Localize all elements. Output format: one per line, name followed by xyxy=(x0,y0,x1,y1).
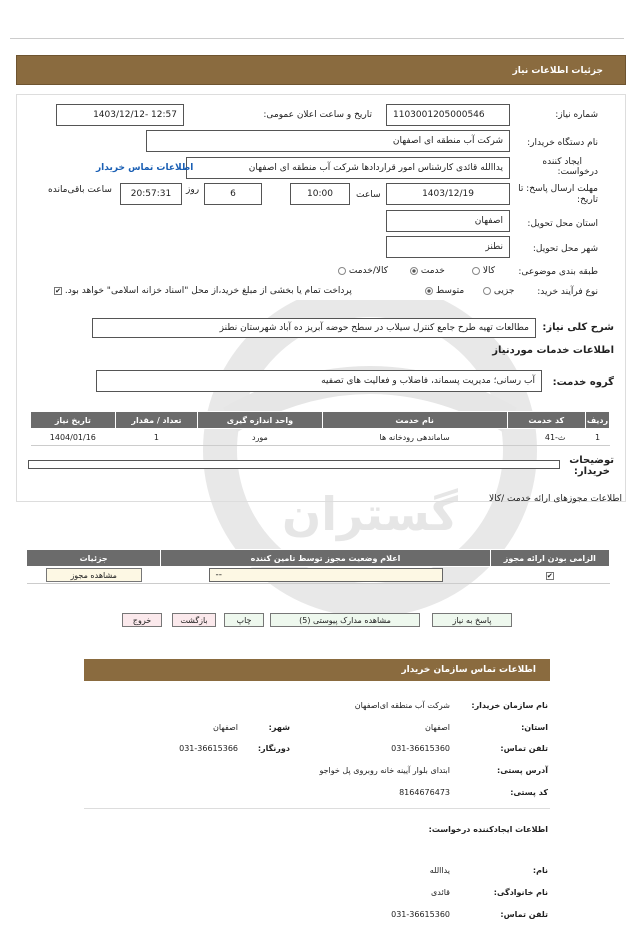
time-label: ساعت xyxy=(356,190,381,200)
deadline-time-field: 10:00 xyxy=(290,183,350,205)
contact-city-label: شهر: xyxy=(268,723,290,732)
cell-permit-details xyxy=(27,567,161,584)
creator-name-label: نام: xyxy=(532,866,548,875)
items-table xyxy=(30,411,610,446)
contact-province: اصفهان xyxy=(424,723,450,732)
creator-family-label: نام خانوادگی: xyxy=(493,888,548,897)
contact-phone-label: تلفن تماس: xyxy=(500,744,548,753)
checkbox-checked-icon[interactable]: ✔ xyxy=(55,287,61,295)
col-unit: واحد اندازه گیری xyxy=(198,412,322,429)
buyer-notes-field xyxy=(28,460,560,469)
table-row xyxy=(31,429,610,446)
category-option-service[interactable] xyxy=(410,266,445,276)
days-field: 6 xyxy=(204,183,262,205)
permit-status-field[interactable]: -- xyxy=(209,568,443,582)
creator-phone-label: تلفن تماس: xyxy=(500,910,548,919)
process-option-minor[interactable] xyxy=(483,286,514,296)
deadline-date-field: 1403/12/19 xyxy=(386,183,510,205)
cell-quantity: 1 xyxy=(115,429,198,446)
contact-org-label: نام سازمان خریدار: xyxy=(471,701,548,710)
cell-permit-required xyxy=(490,567,609,584)
reply-button[interactable]: پاسخ به نیاز xyxy=(432,613,512,627)
radio-selected-icon xyxy=(410,267,418,275)
remaining-label: ساعت باقی‌مانده xyxy=(48,185,112,195)
contact-fax: 031-36615366 xyxy=(179,744,238,753)
radio-icon xyxy=(483,287,491,295)
creator-info-title: اطلاعات ایجادکننده درخواست: xyxy=(428,825,548,834)
radio-icon xyxy=(338,267,346,275)
permits-heading: اطلاعات مجوزهای ارائه خدمت /کالا xyxy=(488,494,622,504)
contact-org: شرکت آب منطقه ای‌اصفهان xyxy=(354,701,450,710)
cell-service-code: ث-41 xyxy=(507,429,585,446)
process-option-medium-label: متوسط xyxy=(435,286,465,296)
permits-table-header xyxy=(27,550,610,567)
watermark-text: گستران xyxy=(282,487,458,541)
city-label: شهر محل تحویل: xyxy=(532,244,598,254)
col-need-date: تاریخ نیاز xyxy=(31,412,116,429)
deadline-label-1: مهلت ارسال پاسخ: تا xyxy=(518,184,598,194)
radio-icon xyxy=(472,267,480,275)
cell-unit: مورد xyxy=(198,429,322,446)
contact-postal: 8164676473 xyxy=(399,788,450,797)
contact-divider xyxy=(84,808,550,809)
creator-family: قائدی xyxy=(431,888,450,897)
contact-phone: 031-36615360 xyxy=(391,744,450,753)
contact-address-label: آدرس پستی: xyxy=(497,766,548,775)
buyer-notes-label-2: خریدار: xyxy=(573,466,610,477)
announce-field: 1403/12/12- 12:57 xyxy=(56,104,184,126)
top-divider xyxy=(10,38,624,39)
col-quantity: تعداد / مقدار xyxy=(115,412,198,429)
view-permit-button[interactable]: مشاهده مجوز xyxy=(46,568,142,582)
back-button[interactable]: بازگشت xyxy=(172,613,216,627)
province-label: استان محل تحویل: xyxy=(527,219,598,229)
exit-button[interactable]: خروج xyxy=(122,613,162,627)
attachments-button[interactable]: مشاهده مدارک پیوستی (5) xyxy=(270,613,420,627)
province-field: اصفهان xyxy=(386,210,510,232)
contact-title: اطلاعات تماس سازمان خریدار xyxy=(401,665,536,675)
col-row: ردیف xyxy=(585,412,609,429)
creator-field: یداالله قائدی کارشناس امور قراردادها شرکت آب منطقه ای اصفهان xyxy=(186,157,510,179)
category-option-goods[interactable] xyxy=(472,266,495,276)
permits-table xyxy=(26,549,610,584)
city-field: نطنز xyxy=(386,236,510,258)
creator-phone: 031-36615360 xyxy=(391,910,450,919)
col-permit-required: الزامی بودن ارائه مجوز xyxy=(490,550,609,567)
deadline-label-2: تاریخ: xyxy=(577,195,598,205)
cell-permit-status xyxy=(161,567,490,584)
contact-address: ابتدای بلوار آیینه خانه روبروی پل خواجو xyxy=(319,766,450,775)
category-label: طبقه بندی موضوعی: xyxy=(518,267,598,277)
category-option-both-label: کالا/خدمت xyxy=(348,266,389,276)
summary-label: شرح کلی نیاز: xyxy=(542,322,614,333)
col-service-name: نام خدمت xyxy=(322,412,507,429)
buyer-contact-link[interactable]: اطلاعات تماس خریدار xyxy=(96,163,194,173)
table-row xyxy=(27,567,610,584)
remaining-field: 20:57:31 xyxy=(120,183,182,205)
summary-field: مطالعات تهیه طرح جامع کنترل سیلاب در سطح حوضه آبریز ده آباد شهرستان نطنز xyxy=(92,318,536,338)
print-button[interactable]: چاپ xyxy=(224,613,264,627)
cell-need-date: 1404/01/16 xyxy=(31,429,116,446)
service-group-field: آب رسانی؛ مدیریت پسماند، فاضلاب و فعالیت های تصفیه xyxy=(96,370,542,392)
process-label: نوع فرآیند خرید: xyxy=(537,287,598,297)
process-option-minor-label: جزیی xyxy=(493,286,515,296)
category-option-goods-label: کالا xyxy=(482,266,496,276)
contact-header xyxy=(84,659,550,681)
need-number-field: 1103001205000546 xyxy=(386,104,510,126)
contact-city: اصفهان xyxy=(212,723,238,732)
need-number-label: شماره نیاز: xyxy=(555,110,598,120)
process-option-medium[interactable] xyxy=(425,286,464,296)
category-option-service-label: خدمت xyxy=(420,266,445,276)
section-title: جزئیات اطلاعات نیاز xyxy=(512,66,603,76)
creator-name: یداالله xyxy=(429,866,450,875)
contact-fax-label: دورنگار: xyxy=(257,744,290,753)
cell-service-name: ساماندهی رودخانه ها xyxy=(322,429,507,446)
services-heading: اطلاعات خدمات موردنیاز xyxy=(492,345,614,356)
contact-postal-label: کد پستی: xyxy=(510,788,548,797)
service-group-label: گروه خدمت: xyxy=(552,377,614,388)
creator-label-1: ایجاد کننده xyxy=(542,157,582,167)
radio-selected-icon xyxy=(425,287,433,295)
payment-note-text: پرداخت تمام یا بخشی از مبلغ خرید،از محل "اسناد خزانه اسلامی" خواهد بود. xyxy=(64,286,352,296)
col-service-code: کد خدمت xyxy=(507,412,585,429)
announce-label: تاریخ و ساعت اعلان عمومی: xyxy=(263,110,372,120)
payment-note xyxy=(54,286,352,296)
items-table-header xyxy=(31,412,610,429)
buyer-org-label: نام دستگاه خریدار: xyxy=(527,138,598,148)
col-permit-status: اعلام وضعیت مجوز توسط تامین کننده xyxy=(161,550,490,567)
buyer-org-field: شرکت آب منطقه ای اصفهان xyxy=(146,130,510,152)
days-label: روز xyxy=(186,185,200,195)
buyer-notes-label-1: توضیحات xyxy=(569,455,614,466)
category-option-both[interactable] xyxy=(338,266,388,276)
creator-label-2: درخواست: xyxy=(557,167,598,177)
cell-row: 1 xyxy=(585,429,609,446)
section-header xyxy=(16,55,626,85)
checkbox-checked-icon: ✔ xyxy=(546,571,553,580)
col-permit-details: جزئیات xyxy=(27,550,161,567)
contact-province-label: استان: xyxy=(521,723,548,732)
